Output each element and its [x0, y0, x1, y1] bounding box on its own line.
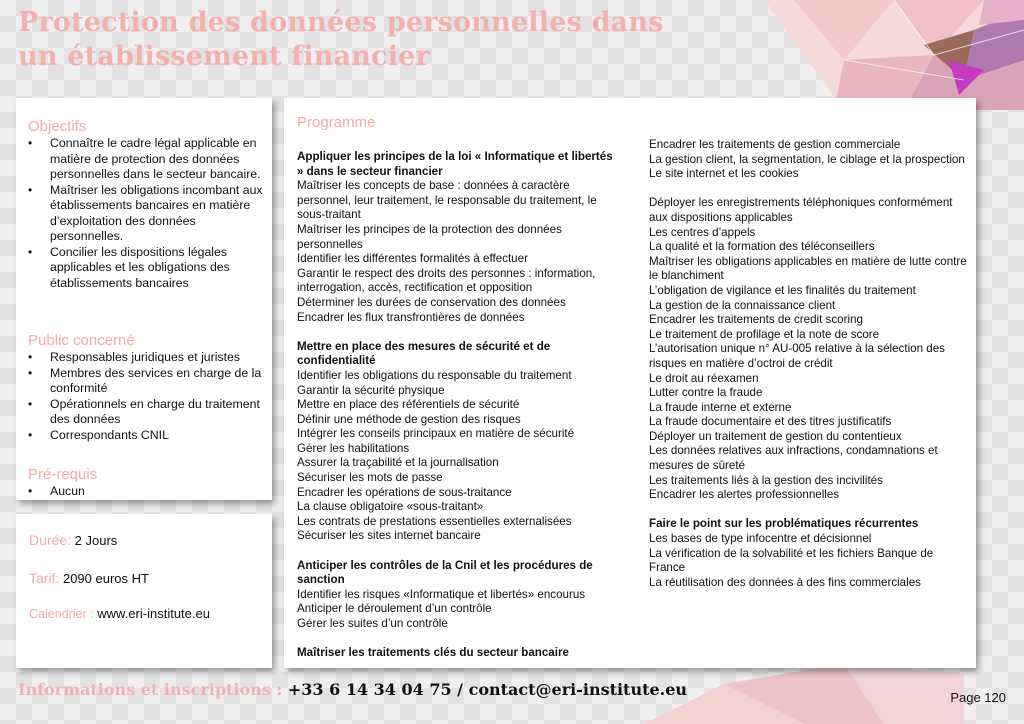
program-item: Définir une méthode de gestion des risques	[297, 412, 521, 426]
program-item: L’autorisation unique n° AU-005 relative à la sélection des risques en matière d’octroi de crédit	[649, 342, 945, 370]
program-group	[649, 138, 969, 182]
program-card	[284, 98, 976, 668]
calendar-label: Calendrier :	[29, 607, 94, 621]
calendar-row	[29, 606, 210, 621]
program-item: La qualité et la formation des téléconseillers	[649, 240, 875, 254]
program-item: La gestion de la connaissance client	[649, 298, 836, 312]
decorative-polygon-graphic-bottom	[644, 664, 964, 724]
program-item: Garantir la sécurité physique	[297, 383, 445, 397]
program-item: Encadrer les alertes professionnelles	[649, 488, 840, 502]
list-item: • Opérationnels en charge du traitement des données	[28, 397, 268, 428]
program-item: La fraude documentaire et des titres justificatifs	[649, 415, 892, 429]
program-item: Anticiper le déroulement d’un contrôle	[297, 602, 492, 616]
program-item: Maîtriser les concepts de base : données à caractère personnel, leur traitement, le responsable du traitement, le sous-traitant	[297, 179, 597, 222]
program-item: Le droit au réexamen	[649, 371, 759, 385]
program-item: Sécuriser les sites internet bancaire	[297, 529, 481, 543]
program-item: Encadrer les traitements de credit scoring	[649, 313, 863, 327]
program-item: Intégrer les conseils principaux en matière de sécurité	[297, 427, 575, 441]
audience-heading: Public concerné	[28, 332, 135, 349]
page-title-line1: Protection des données personnelles dans	[18, 7, 664, 38]
list-item: • Connaître le cadre légal applicable en matière de protection des données personnelles dans le secteur bancaire.	[28, 136, 268, 183]
program-column-left	[297, 150, 617, 675]
list-item: • Maîtriser les obligations incombant aux établissements bancaires en matière d’exploitation des données personnelles.	[28, 183, 268, 245]
program-item: Les contrats de prestations essentielles externalisées	[297, 514, 572, 528]
program-column-right	[649, 138, 969, 605]
objectives-section	[28, 118, 268, 291]
program-item: Encadrer les traitements de gestion commerciale	[649, 138, 901, 151]
program-group-heading: Mettre en place des mesures de sécurité et de confidentialité	[297, 339, 551, 368]
program-item: Maîtriser les obligations applicables en matière de lutte contre le blanchiment	[649, 254, 967, 283]
duration-value: 2 Jours	[74, 533, 118, 548]
price-row	[29, 570, 149, 586]
page-title	[18, 6, 718, 74]
program-group-heading: Faire le point sur les problématiques récurrentes	[649, 517, 919, 531]
program-group-heading: Anticiper les contrôles de la Cnil et les procédures de sanction	[297, 558, 593, 587]
program-item: Gérer les suites d’un contrôle	[297, 617, 448, 630]
program-group	[297, 559, 617, 632]
program-group	[297, 150, 617, 325]
footer-label: Informations et inscriptions :	[18, 680, 283, 699]
program-item: Encadrer les opérations de sous-traitance	[297, 485, 512, 499]
program-group	[649, 196, 969, 502]
program-item: La vérification de la solvabilité et les fichiers Banque de France	[649, 546, 934, 575]
program-item: Identifier les différentes formalités à effectuer	[297, 252, 528, 266]
program-item: Garantir le respect des droits des personnes : information, interrogation, accès, rectification et opposition	[297, 266, 596, 295]
decorative-polygon-graphic	[724, 0, 1024, 110]
program-item: Le site internet et les cookies	[649, 167, 799, 181]
objectives-card	[16, 98, 272, 500]
program-item: Le traitement de profilage et la note de score	[649, 327, 880, 341]
prerequisites-section	[28, 466, 268, 500]
price-value: 2090 euros HT	[62, 571, 149, 586]
program-item: Assurer la traçabilité et la journalisation	[297, 456, 499, 470]
page-number: Page 120	[950, 690, 1006, 705]
info-card	[16, 514, 272, 668]
program-item: Encadrer les flux transfrontières de données	[297, 310, 525, 324]
prerequisites-list	[28, 484, 268, 500]
price-label: Tarif:	[29, 570, 60, 586]
program-item: Gérer les habilitations	[297, 441, 410, 455]
program-item: Les bases de type infocentre et décisionnel	[649, 532, 872, 546]
audience-list	[28, 350, 268, 443]
page-title-line2: un établissement financier	[18, 41, 430, 72]
program-item: Mettre en place des référentiels de sécurité	[297, 398, 520, 412]
program-item: Sécuriser les mots de passe	[297, 471, 443, 485]
footer-contact	[18, 680, 687, 699]
program-item: La gestion client, la segmentation, le ciblage et la prospection	[649, 152, 965, 166]
program-item: La clause obligatoire «sous-traitant»	[297, 500, 484, 514]
footer-contact-details[interactable]: +33 6 14 34 04 75 / contact@eri-institute.eu	[287, 680, 688, 699]
program-group	[297, 340, 617, 544]
list-item: • Responsables juridiques et juristes	[28, 350, 268, 366]
program-item: Les centres d’appels	[649, 225, 756, 239]
list-item: • Concilier les dispositions légales applicables et les obligations des établissements bancaires	[28, 245, 268, 292]
program-group	[297, 646, 617, 661]
list-item: • Membres des services en charge de la conformité	[28, 366, 268, 397]
program-item: La fraude interne et externe	[649, 400, 792, 414]
list-item: • Correspondants CNIL	[28, 428, 268, 444]
program-item: Les données relatives aux infractions, condamnations et mesures de sûreté	[649, 444, 938, 473]
program-item: Identifier les obligations du responsable du traitement	[297, 368, 572, 382]
program-item: Les traitements liés à la gestion des incivilités	[649, 473, 883, 487]
program-item: Maîtriser les principes de la protection des données personnelles	[297, 222, 562, 251]
program-item: L’obligation de vigilance et les finalités du traitement	[649, 283, 916, 297]
objectives-list	[28, 136, 268, 291]
program-item: Déployer les enregistrements téléphoniques conformément aux dispositions applicables	[649, 196, 953, 224]
program-group-heading: Maîtriser les traitements clés du secteur bancaire	[297, 646, 569, 660]
program-heading: Programme	[297, 114, 376, 131]
program-item: Déployer un traitement de gestion du contentieux	[649, 429, 902, 443]
program-item: Lutter contre la fraude	[649, 386, 763, 400]
program-item: Identifier les risques «Informatique et libertés» encourus	[297, 587, 586, 601]
audience-section	[28, 332, 268, 443]
objectives-heading: Objectifs	[28, 118, 87, 135]
program-item: Déterminer les durées de conservation des données	[297, 295, 566, 309]
prerequisites-heading: Pré-requis	[28, 466, 98, 483]
duration-row	[29, 532, 117, 548]
program-group	[649, 517, 969, 590]
program-item: La réutilisation des données à des fins commerciales	[649, 575, 921, 589]
duration-label: Durée:	[29, 532, 72, 548]
program-group-heading: Appliquer les principes de la loi « Informatique et libertés » dans le secteur financier	[297, 150, 613, 178]
list-item: • Aucun	[28, 484, 268, 500]
calendar-link[interactable]: www.eri-institute.eu	[97, 606, 210, 621]
